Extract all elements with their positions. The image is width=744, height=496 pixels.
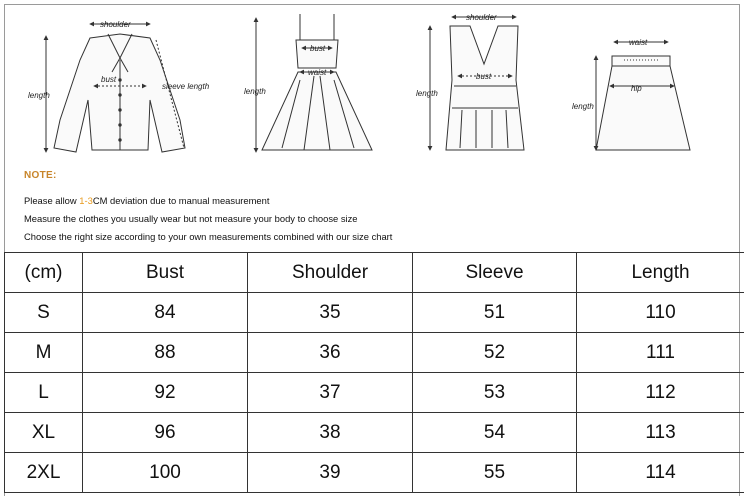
length-cell: 112	[577, 373, 744, 413]
bust-cell: 84	[83, 293, 248, 333]
length-cell: 110	[577, 293, 744, 333]
note-line-3: Choose the right size according to your own measurements combined with our size chart	[24, 231, 393, 242]
dress-drawing	[262, 14, 372, 150]
skirt-length-label: length	[572, 102, 594, 111]
table-row	[5, 453, 744, 493]
jacket-shoulder-label: shoulder	[100, 20, 131, 29]
sleeve-cell: 51	[413, 293, 577, 333]
table-header-row	[5, 253, 744, 293]
size-cell: M	[5, 333, 83, 373]
note-line-1-end: CM deviation due to manual measurement	[92, 195, 270, 206]
sleeve-cell: 54	[413, 413, 577, 453]
notes-list	[24, 192, 392, 246]
shoulder-cell: 38	[248, 413, 413, 453]
note-line-1	[24, 192, 392, 210]
shoulder-cell: 36	[248, 333, 413, 373]
header-shoulder: Shoulder	[248, 253, 413, 293]
size-cell: XL	[5, 413, 83, 453]
size-cell: S	[5, 293, 83, 333]
dress-waist-label: waist	[308, 68, 327, 77]
tank-length-label: length	[416, 89, 438, 98]
skirt-waist-label: waist	[629, 38, 648, 47]
bust-cell: 100	[83, 453, 248, 493]
size-cell: L	[5, 373, 83, 413]
length-cell: 111	[577, 333, 744, 373]
dress-bust-label: bust	[310, 44, 326, 53]
sleeve-cell: 52	[413, 333, 577, 373]
jacket-length-label: length	[28, 91, 50, 100]
jacket-sleeve-label: sleeve length	[162, 82, 210, 91]
sleeve-cell: 55	[413, 453, 577, 493]
jacket-bust-label: bust	[101, 75, 117, 84]
jacket-drawing	[54, 34, 185, 152]
tank-top-drawing	[446, 26, 524, 150]
size-cell: 2XL	[5, 453, 83, 493]
header-bust: Bust	[83, 253, 248, 293]
sleeve-cell: 53	[413, 373, 577, 413]
table-row	[5, 333, 744, 373]
skirt-drawing	[596, 56, 690, 150]
note-line-1-start: Please allow	[24, 195, 80, 206]
table-row	[5, 373, 744, 413]
tank-bust-label: bust	[476, 72, 492, 81]
header-length: Length	[577, 253, 744, 293]
shoulder-cell: 35	[248, 293, 413, 333]
tank-shoulder-label: shoulder	[466, 13, 497, 22]
note-title: NOTE:	[24, 170, 57, 181]
header-unit: (cm)	[5, 253, 83, 293]
table-row	[5, 293, 744, 333]
shoulder-cell: 39	[248, 453, 413, 493]
bust-cell: 92	[83, 373, 248, 413]
skirt-hip-label: hip	[631, 84, 642, 93]
bust-cell: 88	[83, 333, 248, 373]
length-cell: 113	[577, 413, 744, 453]
size-chart-table	[4, 252, 744, 493]
shoulder-cell: 37	[248, 373, 413, 413]
note-line-2: Measure the clothes you usually wear but not measure your body to choose size	[24, 213, 358, 224]
table-row	[5, 413, 744, 453]
header-sleeve: Sleeve	[413, 253, 577, 293]
measurement-illustrations	[0, 0, 744, 168]
garment-diagrams	[0, 0, 744, 168]
bust-cell: 96	[83, 413, 248, 453]
note-line-1-highlight: 1-3	[79, 195, 93, 206]
dress-length-label: length	[244, 87, 266, 96]
length-cell: 114	[577, 453, 744, 493]
